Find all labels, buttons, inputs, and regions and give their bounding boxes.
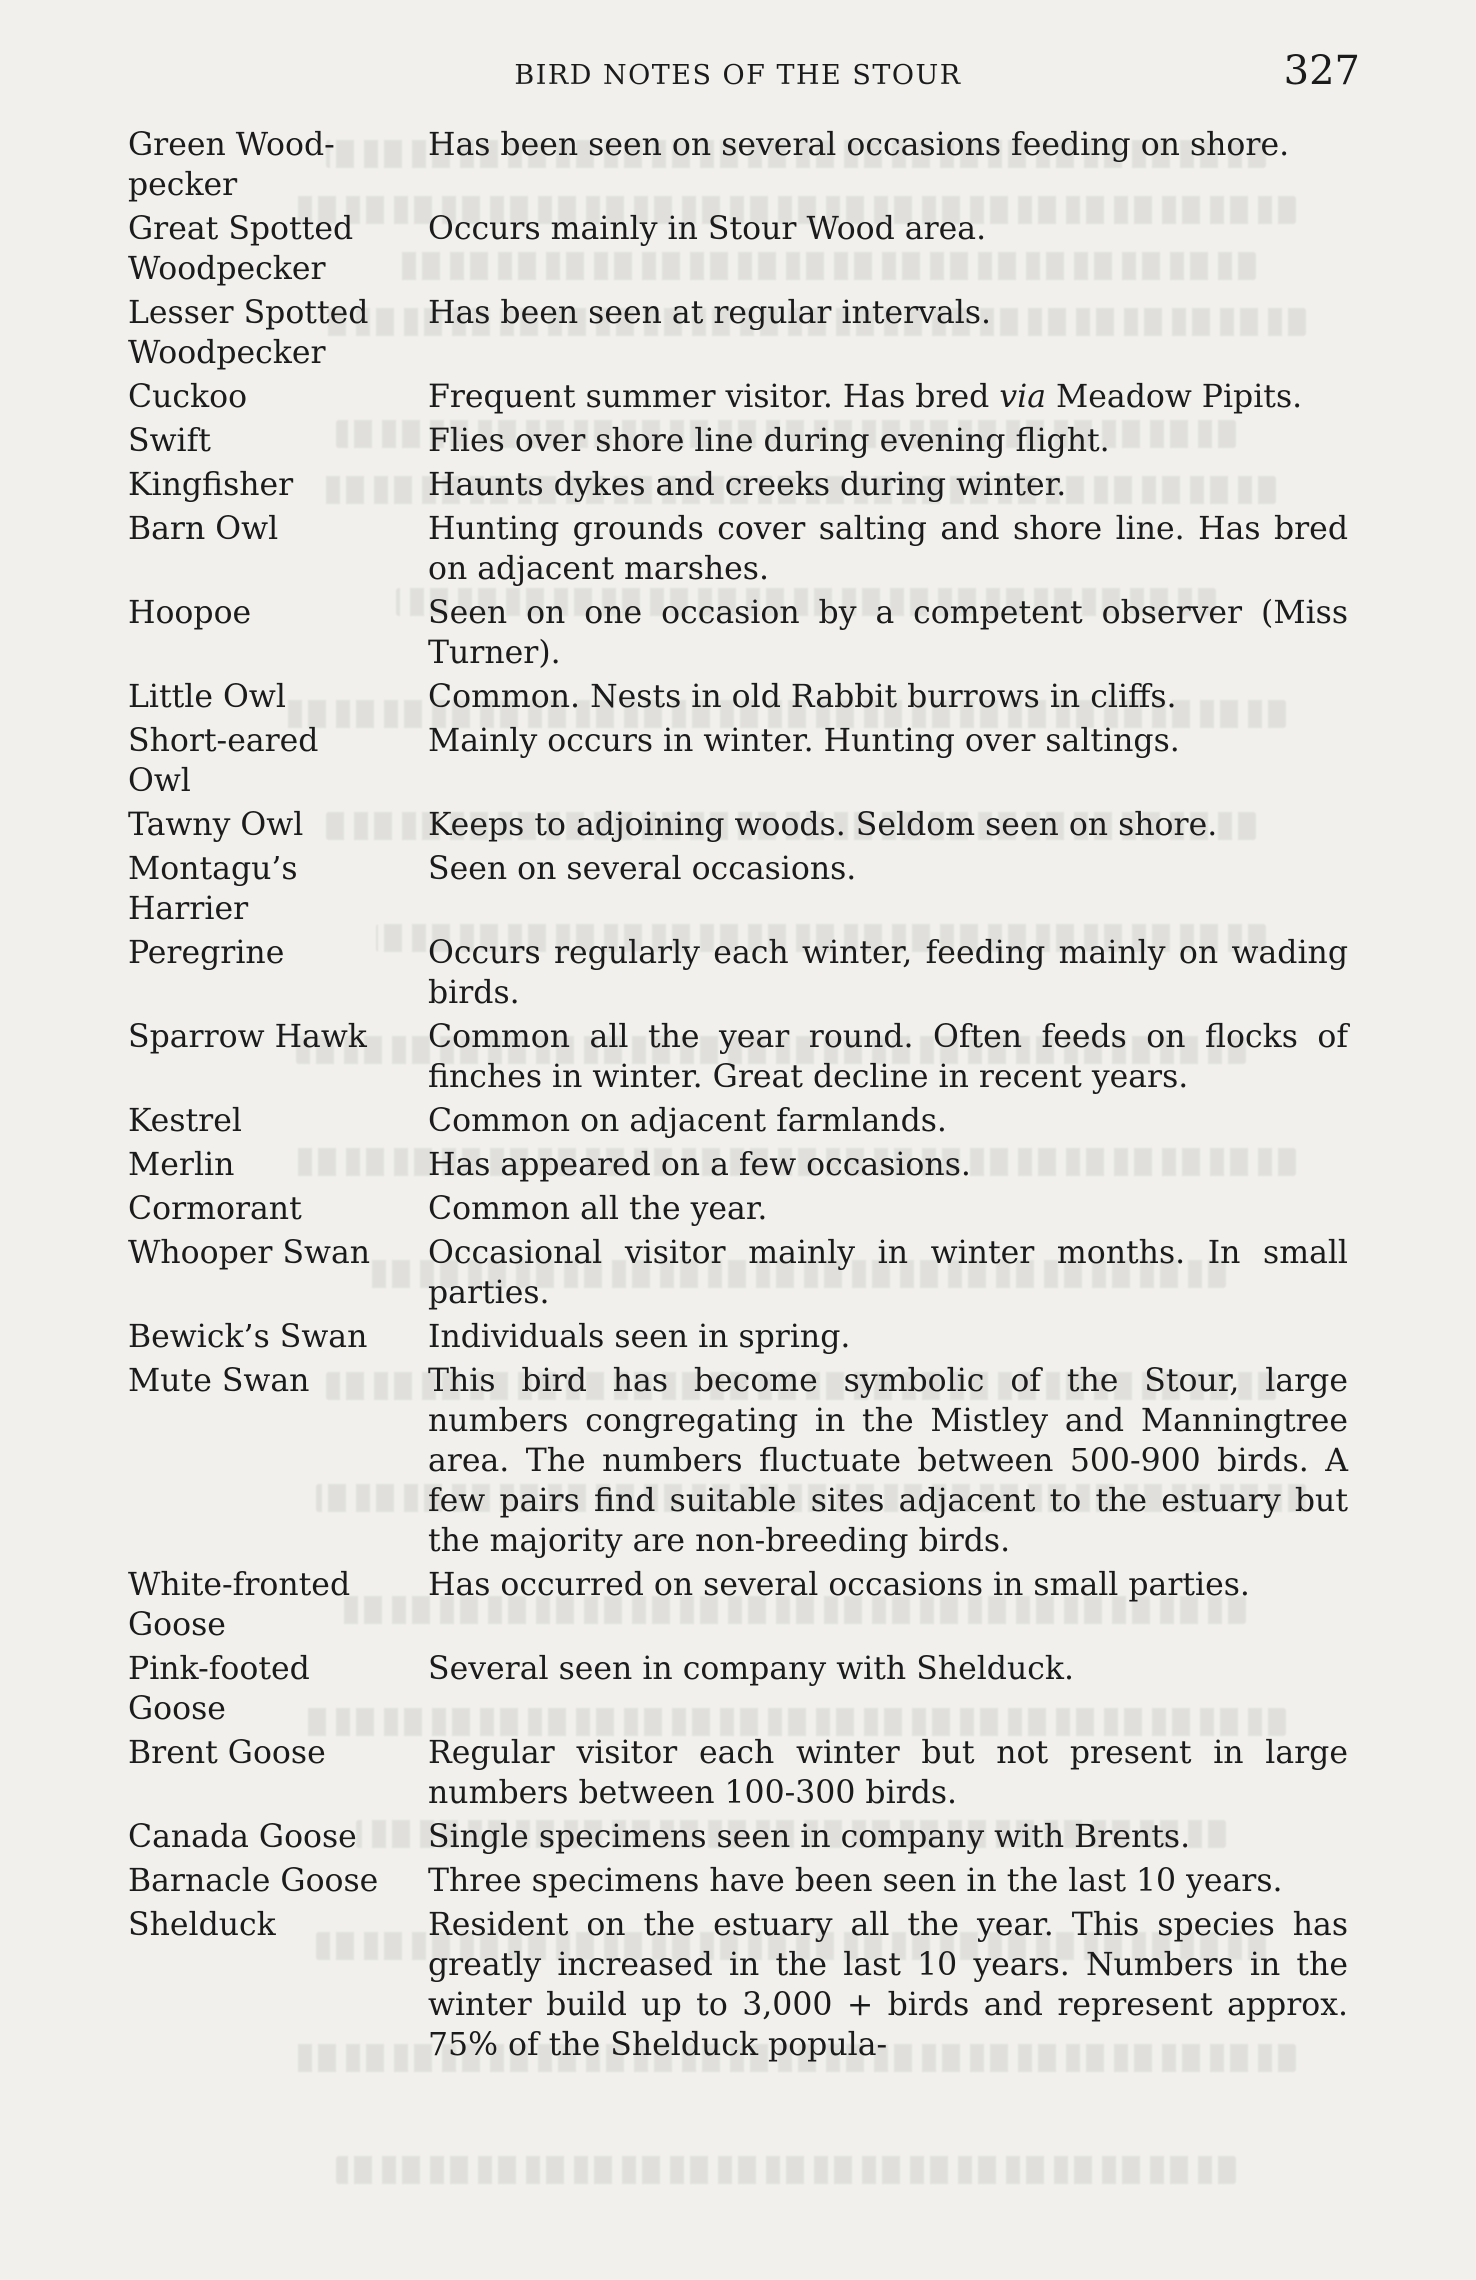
species-note: Haunts dykes and creeks during winter. (428, 467, 1067, 503)
species-name: Whooper Swan (128, 1235, 371, 1271)
list-item (128, 593, 1348, 673)
species-note: Has appeared on a few occasions. (428, 1147, 971, 1183)
species-name: Montagu’s Harrier (128, 851, 298, 927)
list-item (128, 465, 1348, 505)
list-item (128, 509, 1348, 589)
species-name: Mute Swan (128, 1363, 310, 1399)
list-item (128, 421, 1348, 461)
species-name: Shelduck (128, 1907, 276, 1943)
species-name: Hoopoe (128, 595, 252, 631)
page-number: 327 (1283, 48, 1360, 94)
species-name: Canada Goose (128, 1819, 357, 1855)
species-note: Common on adjacent farmlands. (428, 1103, 947, 1139)
species-name: Great Spotted Woodpecker (128, 211, 354, 287)
species-name: Barnacle Goose (128, 1863, 379, 1899)
note-text: Frequent summer visitor. Has bred (428, 379, 1000, 415)
species-name: Short-eared Owl (128, 723, 319, 799)
species-name: Sparrow Hawk (128, 1019, 367, 1055)
species-note: Seen on one occasion by a competent observer (Miss Turner). (428, 595, 1348, 671)
running-head: BIRD NOTES OF THE STOUR (514, 60, 962, 91)
list-item (128, 1101, 1348, 1141)
species-note: Several seen in company with Shelduck. (428, 1651, 1074, 1687)
species-note: Keeps to adjoining woods. Seldom seen on shore. (428, 807, 1218, 843)
list-item (128, 849, 1348, 929)
species-note: Individuals seen in spring. (428, 1319, 851, 1355)
species-list (128, 125, 1348, 2069)
species-name: Little Owl (128, 679, 286, 715)
species-name: Bewick’s Swan (128, 1319, 368, 1355)
species-name: Cuckoo (128, 379, 248, 415)
species-name: Peregrine (128, 935, 285, 971)
list-item (128, 209, 1348, 289)
species-name: Barn Owl (128, 511, 279, 547)
species-note: Has been seen on several occasions feeding on shore. (428, 127, 1290, 163)
page-header (128, 48, 1360, 108)
species-note: Resident on the estuary all the year. This species has greatly increased in the last 10 years. Numbers in the winter build up to 3,000 + birds and represent approx. 75% of the Shelduck popula- (428, 1907, 1348, 2063)
species-note: Single specimens seen in company with Brents. (428, 1819, 1191, 1855)
species-name: White-fronted Goose (128, 1567, 351, 1643)
list-item (128, 377, 1348, 417)
species-name: Brent Goose (128, 1735, 326, 1771)
list-item (128, 1189, 1348, 1229)
species-name: Kingfisher (128, 467, 294, 503)
species-note: Hunting grounds cover salting and shore line. Has bred on adjacent marshes. (428, 511, 1348, 587)
list-item (128, 1861, 1348, 1901)
list-item (128, 293, 1348, 373)
list-item (128, 677, 1348, 717)
species-note: Common. Nests in old Rabbit burrows in cliffs. (428, 679, 1177, 715)
species-note: Three specimens have been seen in the last 10 years. (428, 1863, 1283, 1899)
species-note: Has been seen at regular intervals. (428, 295, 992, 331)
list-item (128, 1361, 1348, 1561)
species-note: Seen on several occasions. (428, 851, 857, 887)
species-note: Occasional visitor mainly in winter months. In small parties. (428, 1235, 1348, 1311)
list-item (128, 1017, 1348, 1097)
species-note: Flies over shore line during evening flight. (428, 423, 1110, 459)
species-note: Occurs regularly each winter, feeding mainly on wading birds. (428, 935, 1348, 1011)
species-name: Swift (128, 423, 211, 459)
list-item (128, 1145, 1348, 1185)
species-name: Green Wood- pecker (128, 127, 335, 203)
species-note: Common all the year. (428, 1191, 768, 1227)
species-name: Pink-footed Goose (128, 1651, 310, 1727)
species-name: Lesser Spotted Woodpecker (128, 295, 369, 371)
species-name: Merlin (128, 1147, 235, 1183)
list-item (128, 1649, 1348, 1729)
italic-term: via (999, 379, 1046, 415)
species-note: Mainly occurs in winter. Hunting over saltings. (428, 723, 1180, 759)
list-item (128, 1317, 1348, 1357)
list-item (128, 1233, 1348, 1313)
species-note: Has occurred on several occasions in small parties. (428, 1567, 1250, 1603)
species-name: Tawny Owl (128, 807, 304, 843)
note-text: Meadow Pipits. (1046, 379, 1303, 415)
species-note (428, 377, 1348, 417)
list-item (128, 933, 1348, 1013)
species-note: Regular visitor each winter but not present in large numbers between 100-300 birds. (428, 1735, 1348, 1811)
list-item (128, 1733, 1348, 1813)
list-item (128, 1565, 1348, 1645)
list-item (128, 805, 1348, 845)
species-note: Common all the year round. Often feeds on flocks of finches in winter. Great decline in recent years. (428, 1019, 1348, 1095)
species-note: This bird has become symbolic of the Stour, large numbers congregating in the Mistley and Manningtree area. The numbers fluctuate between 500-900 birds. A few pairs find suitable sites adjacent to the estuary but the majority are non-breeding birds. (428, 1363, 1348, 1559)
list-item (128, 1817, 1348, 1857)
species-note: Occurs mainly in Stour Wood area. (428, 211, 987, 247)
species-name: Cormorant (128, 1191, 302, 1227)
list-item (128, 125, 1348, 205)
list-item (128, 1905, 1348, 2065)
list-item (128, 721, 1348, 801)
species-name: Kestrel (128, 1103, 242, 1139)
